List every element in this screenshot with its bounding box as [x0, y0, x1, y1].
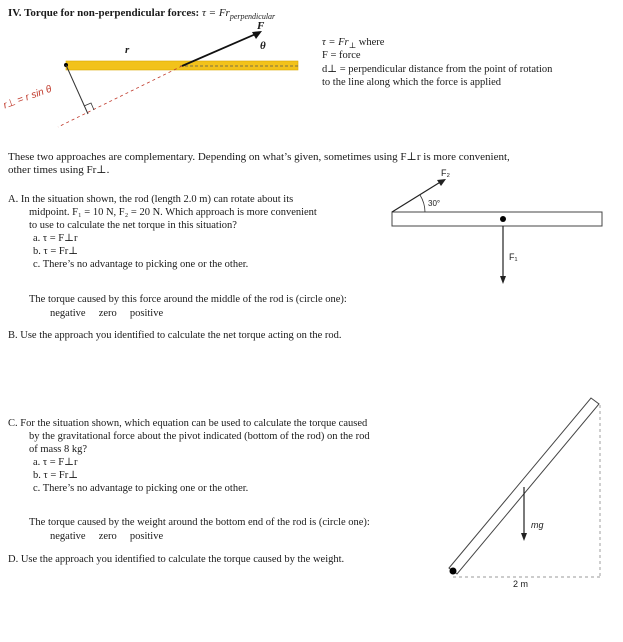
header-formula: τ = Fr	[201, 7, 230, 19]
fig3-label-length: 2 m	[513, 579, 529, 589]
fig1-label-theta: θ	[260, 40, 266, 52]
fig2-pivot	[500, 216, 506, 222]
fig2-f2-arrowhead	[437, 179, 446, 186]
legend-torque-sub: ⊥	[348, 41, 357, 51]
partA-line3: to use to calculate the net torque in this situation?	[29, 220, 237, 231]
fig2-label-F1: F₁	[509, 252, 518, 262]
legend-torque-formula: τ = Fr	[322, 37, 349, 48]
partC-circle-options: negative zero positive	[50, 531, 164, 542]
partC-option-c: c. There’s no advantage to picking one or the other.	[33, 483, 249, 494]
partC-line3: of mass 8 kg?	[29, 444, 88, 455]
fig3-mg-arrowhead	[521, 533, 527, 541]
intro-line2: other times using Fr⊥.	[8, 164, 110, 176]
partA-option-c: c. There’s no advantage to picking one or the other.	[33, 259, 249, 270]
section-title: IV. Torque for non-perpendicular forces: $\tau = Fr_{perpendicular}$	[8, 7, 276, 22]
fig3-rod	[449, 398, 599, 574]
fig2-label-F2: F₂	[441, 168, 450, 178]
partD-text: D. Use the approach you identified to calculate the torque caused by the weight.	[8, 554, 345, 565]
legend-line2: F = force	[322, 50, 361, 61]
partA-option-b: b. τ = Fr⊥	[33, 246, 79, 257]
header-formula-sub: perpendicular	[229, 12, 276, 22]
legend-where: where	[358, 37, 385, 48]
legend-line4: to the line along which the force is applied	[322, 77, 502, 88]
fig1-perp-distance	[66, 65, 88, 114]
partC-line2: by the gravitational force about the pivot indicated (bottom of the rod) on the rod	[29, 431, 370, 442]
fig2-angle-arc	[420, 195, 425, 212]
legend-line3: d⊥ = perpendicular distance from the point of rotation	[322, 64, 553, 75]
partB-text: B. Use the approach you identified to calculate the net torque acting on the rod.	[8, 330, 342, 341]
partC-option-b: b. τ = Fr⊥	[33, 470, 79, 481]
partC-line1: C. For the situation shown, which equation can be used to calculate the torque caused	[8, 418, 368, 429]
fig3-pivot	[450, 568, 457, 575]
fig1-label-F: F	[257, 20, 265, 32]
fig1-line-of-action	[58, 66, 182, 127]
partA-circle-prompt: The torque caused by this force around the middle of the rod is (circle one):	[29, 294, 347, 305]
partA-option-a: a. τ = F⊥r	[33, 233, 78, 244]
partA-line2: midpoint. F₁ = 10 N, F₂ = 20 N. Which approach is more convenient	[29, 207, 317, 218]
partA-line1: A. In the situation shown, the rod (length 2.0 m) can rotate about its	[8, 194, 294, 205]
fig1-label-rperp: r⊥ = r sin θ	[2, 83, 54, 112]
partC-option-a: a. τ = F⊥r	[33, 457, 78, 468]
fig2-label-angle: 30°	[428, 199, 441, 208]
intro-line1: These two approaches are complementary. Depending on what’s given, sometimes using F⊥r is more convenient,	[8, 151, 510, 163]
fig2-rod	[392, 212, 602, 226]
partA-circle-options: negative zero positive	[50, 308, 164, 319]
fig1-label-r: r	[125, 44, 130, 56]
partC-circle-prompt: The torque caused by the weight around the bottom end of the rod is (circle one):	[29, 517, 370, 528]
fig3-label-mg: mg	[531, 520, 544, 530]
fig2-f1-arrowhead	[500, 276, 506, 284]
